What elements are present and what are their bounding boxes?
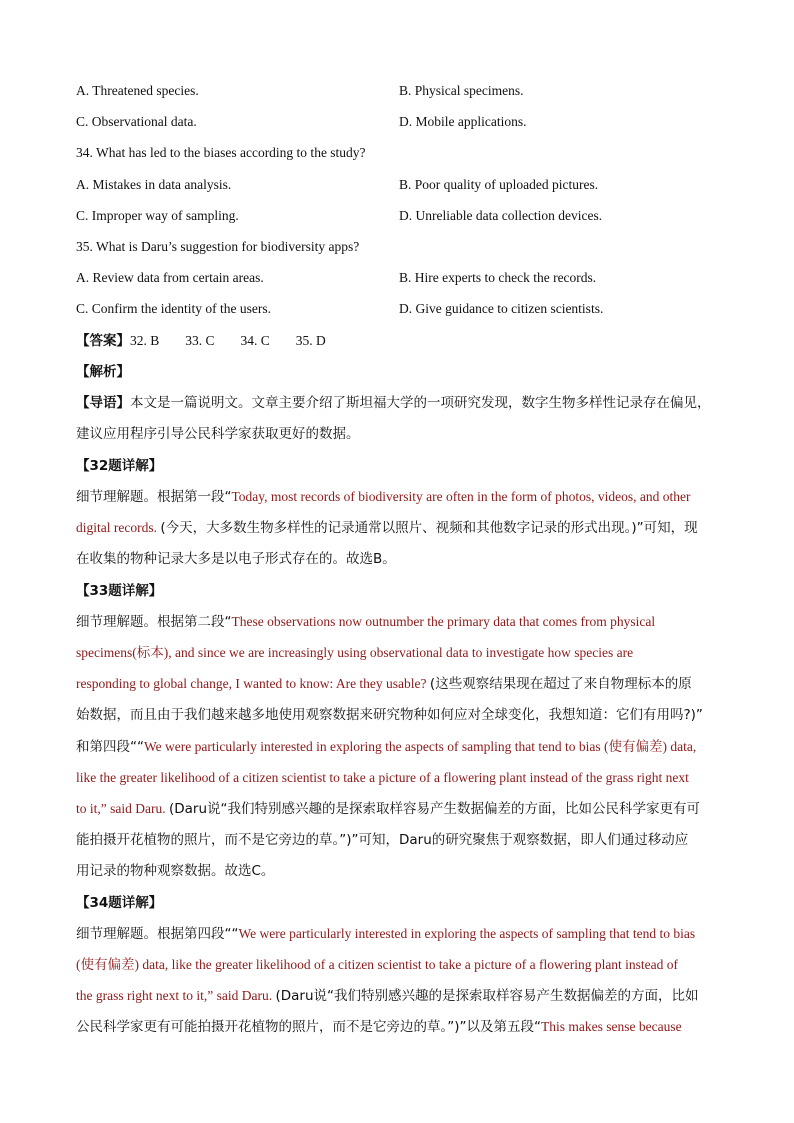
d34-quote-en-3: the grass right next to it,” said Daru.: [76, 988, 276, 1003]
d32-text-zh-1: 细节理解题。根据第一段“: [76, 489, 232, 505]
d32-label: 【32题详解】: [76, 458, 163, 474]
d33-quote-en-5: We were particularly interested in exploring the aspects of sampling that tend to bias (使有偏差) data,: [144, 739, 697, 754]
q33-option-b: B. Physical specimens.: [399, 83, 524, 98]
d33-quote-en-7: to it,” said Daru.: [76, 801, 169, 816]
d33-text-zh-7: (Daru说“我们特别感兴趣的是探索取样容易产生数据偏差的方面，比如公民科学家更有可: [168, 801, 701, 817]
d33-line-9: 用记录的物种观察数据。故选C。: [76, 863, 275, 879]
analysis-label: 【解析】: [76, 364, 130, 380]
answer-34: 34. C: [240, 333, 270, 348]
d33-text-zh-5: 和第四段““: [76, 739, 144, 755]
d33-line-7: [76, 797, 726, 821]
d34-line-2: (使有偏差) data, like the greater likelihood of a citizen scientist to take a picture of a flowering plant instead of: [76, 957, 679, 972]
q35-option-d: D. Give guidance to citizen scientists.: [399, 301, 604, 316]
d32-text-zh-2: (今天，大多数生物多样性的记录通常以照片、视频和其他数字记录的形式出现。)”可知，现: [160, 520, 698, 536]
answer-33: 33. C: [185, 333, 215, 348]
d33-line-5: [76, 735, 726, 759]
d34-quote-en-1: We were particularly interested in exploring the aspects of sampling that tend to bias: [238, 926, 696, 941]
d34-label: 【34题详解】: [76, 895, 163, 911]
q34-stem: 34. What has led to the biases according to the study?: [76, 145, 366, 160]
d33-line-4: 始数据，而且由于我们越来越多地使用观察数据来研究物种如何应对全球变化，我想知道：它们有用吗?)”: [76, 707, 703, 723]
d34-text-zh-4: 公民科学家更有可能拍摄开花植物的照片，而不是它旁边的草。”)”以及第五段“: [76, 1019, 541, 1035]
intro-line-2: 建议应用程序引导公民科学家获取更好的数据。: [76, 426, 360, 442]
intro-label: 【导语】: [76, 395, 130, 411]
d33-line-6: like the greater likelihood of a citizen scientist to take a picture of a flowering plant instead of the grass right next: [76, 770, 689, 785]
q35-options-row-2: [76, 297, 736, 321]
answer-line: [76, 329, 726, 353]
d32-line-3: 在收集的物种记录大多是以电子形式存在的。故选B。: [76, 551, 396, 567]
d34-text-zh-3: (Daru说“我们特别感兴趣的是探索取样容易产生数据偏差的方面，比如: [275, 988, 699, 1004]
answer-label: 【答案】: [76, 333, 130, 349]
answer-35: 35. D: [295, 333, 326, 348]
d33-line-8: 能拍摄开花植物的照片，而不是它旁边的草。”)”可知，Daru的研究聚焦于观察数据，即人们通过移动应: [76, 832, 689, 848]
d32-quote-en-1: Today, most records of biodiversity are often in the form of photos, videos, and other: [231, 489, 691, 504]
q34-option-d: D. Unreliable data collection devices.: [399, 208, 603, 223]
q35-option-a: A. Review data from certain areas.: [76, 270, 264, 285]
d33-quote-en-3: responding to global change, I wanted to know: Are they usable?: [76, 676, 430, 691]
q33-option-a: A. Threatened species.: [76, 83, 199, 98]
q34-option-a: A. Mistakes in data analysis.: [76, 177, 232, 192]
q35-options-row-1: [76, 266, 736, 290]
q33-options-row-2: [76, 110, 736, 134]
q34-option-c: C. Improper way of sampling.: [76, 208, 239, 223]
answer-32: 32. B: [130, 333, 160, 348]
q35-option-b: B. Hire experts to check the records.: [399, 270, 597, 285]
q34-options-row-1: [76, 173, 736, 197]
d33-line-1: [76, 610, 726, 634]
d33-line-3: [76, 672, 726, 696]
d32-quote-en-2: digital records.: [76, 520, 161, 535]
d33-quote-en-1: These observations now outnumber the primary data that comes from physical: [231, 614, 656, 629]
d33-line-2: specimens(标本), and since we are increasingly using observational data to investigate how species are: [76, 645, 634, 660]
d32-line-1: [76, 485, 726, 509]
q35-option-c: C. Confirm the identity of the users.: [76, 301, 271, 316]
q35-stem: 35. What is Daru’s suggestion for biodiversity apps?: [76, 239, 360, 254]
d32-line-2: [76, 516, 726, 540]
q34-options-row-2: [76, 204, 736, 228]
q34-option-b: B. Poor quality of uploaded pictures.: [399, 177, 599, 192]
d34-line-1: [76, 922, 726, 946]
d33-text-zh-3: (这些观察结果现在超过了来自物理标本的原: [429, 676, 692, 692]
intro-line-1: [76, 391, 726, 415]
intro-text-1: 本文是一篇说明文。文章主要介绍了斯坦福大学的一项研究发现，数字生物多样性记录存在偏见，: [130, 395, 711, 411]
d33-label: 【33题详解】: [76, 583, 163, 599]
d34-text-zh-1: 细节理解题。根据第四段““: [76, 926, 239, 942]
q33-option-d: D. Mobile applications.: [399, 114, 527, 129]
d33-text-zh-1: 细节理解题。根据第二段“: [76, 614, 232, 630]
d34-quote-en-4: This makes sense because: [541, 1019, 682, 1034]
d34-line-3: [76, 984, 726, 1008]
d34-line-4: [76, 1015, 726, 1039]
q33-option-c: C. Observational data.: [76, 114, 197, 129]
q33-options-row-1: [76, 79, 736, 103]
